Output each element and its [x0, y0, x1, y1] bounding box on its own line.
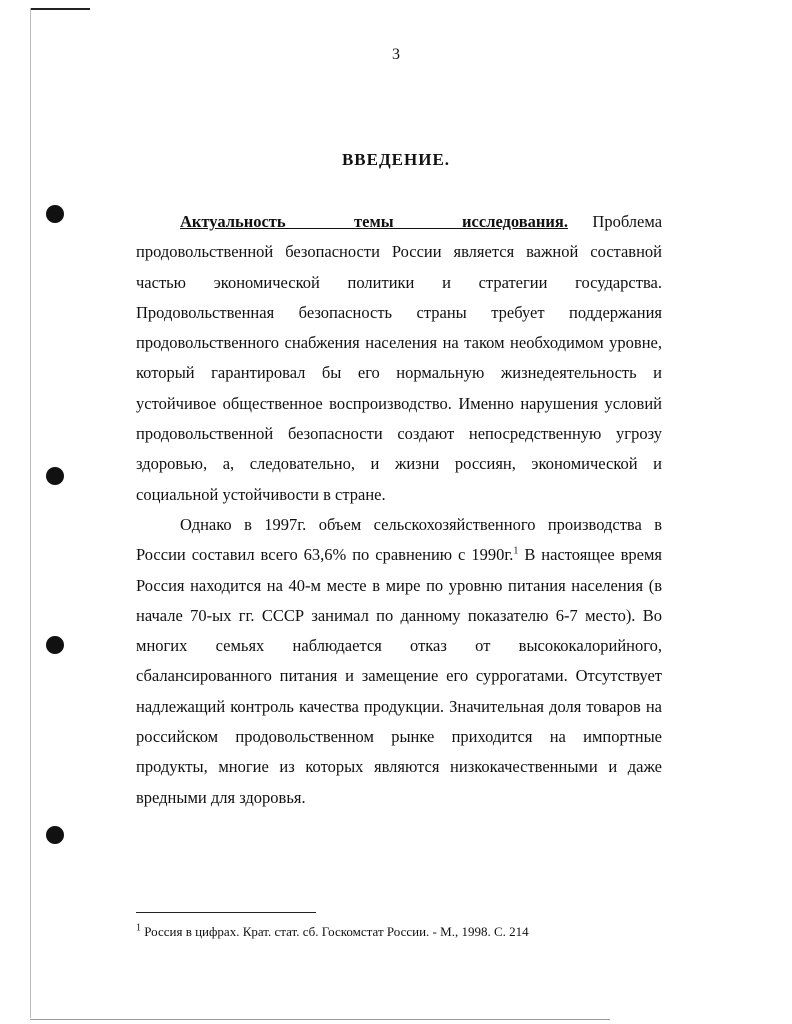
footnote-rule — [136, 912, 316, 913]
scan-edge-top — [30, 8, 90, 10]
paragraph-2 — [136, 510, 662, 813]
page-title: ВВЕДЕНИЕ. — [341, 150, 451, 169]
paragraph-2-text-b: В настоящее время Россия находится на 40-м месте в мире по уровню питания населения (в начале 70-ых гг. СССР занимал по данному показателю 6-7 место). Во многих семьях наблюдается отказ от высококалорийного, сбалансированного питания и замещение его суррогатами. Отсутствует надлежащий контроль качества продукции. Значительная доля товаров на российском продовольственном рынке приходится на импортные продукты, многие из которых являются низкокачественными и даже вредными для здоровья. — [136, 545, 663, 807]
punch-hole — [46, 467, 64, 485]
scan-edge-bottom — [30, 1019, 610, 1020]
footnote-reference: 1 — [513, 545, 519, 557]
body-text — [136, 207, 662, 813]
paragraph-1-text: Проблема продовольственной безопасности России является важной составной частью экономической политики и стратегии государства. Продовольственная безопасность страны требует поддержания продовольственного снабжения населения на таком необходимом уровне, который гарантировал бы его нормальную жизнедеятельность и устойчивое общественное воспроизводство. Именно нарушения условий продовольственной безопасности создают непосредственную угрозу здоровью, а, следовательно, и жизни россиян, экономической и социальной устойчивости в стране. — [136, 212, 663, 504]
paragraph-1 — [136, 207, 662, 510]
paragraph-lead: Актуальность темы исследования. — [180, 212, 568, 231]
punch-hole — [46, 826, 64, 844]
punch-hole — [46, 205, 64, 223]
footnote — [136, 924, 662, 940]
punch-hole — [46, 636, 64, 654]
page-number: 3 — [392, 46, 400, 63]
paragraph-2-text-a: Однако в 1997г. объем сельскохозяйственного производства в России составил всего 63,6% по сравнению с 1990г. — [136, 514, 662, 565]
footnote-text: Россия в цифрах. Крат. стат. сб. Госкомстат России. - М., 1998. С. 214 — [144, 924, 529, 939]
footnote-mark: 1 — [136, 922, 141, 934]
